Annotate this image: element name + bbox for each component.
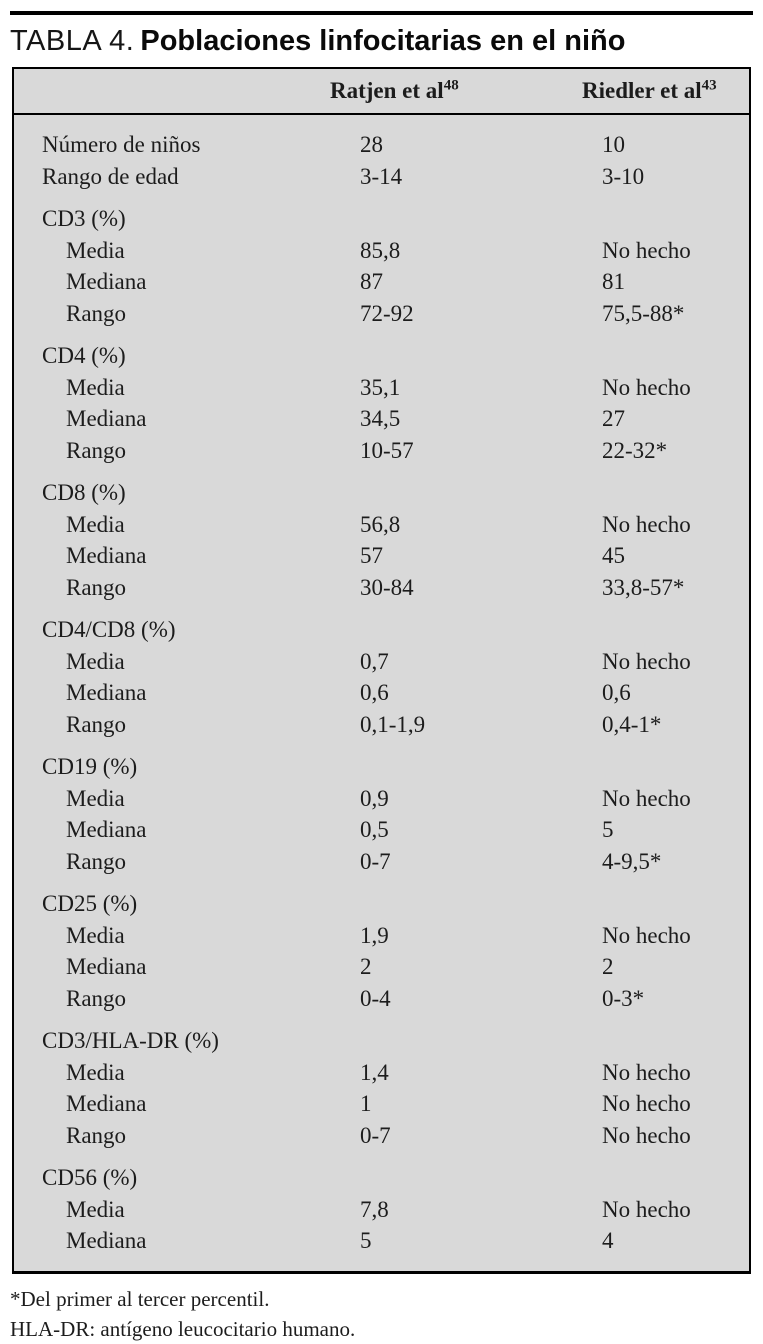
- riedler-value: 0,6: [602, 680, 631, 705]
- riedler-value: No hecho: [602, 237, 691, 263]
- row-label: Media: [66, 648, 125, 674]
- riedler-value: 4-9,5*: [602, 848, 662, 874]
- lymphocyte-table: [12, 67, 751, 1274]
- riedler-value: 2: [602, 954, 614, 979]
- row-label: Media: [66, 511, 125, 537]
- table-row: [14, 403, 749, 435]
- riedler-value: 0-3*: [602, 985, 645, 1011]
- row-label: Mediana: [66, 680, 147, 705]
- row-label: Mediana: [66, 406, 147, 431]
- row-label: CD25 (%): [42, 891, 138, 916]
- table-row: [14, 266, 749, 298]
- riedler-value: No hecho: [602, 922, 691, 948]
- ratjen-value: [360, 203, 602, 235]
- ratjen-value: 7,8: [360, 1196, 389, 1222]
- riedler-value: 0,4-1*: [602, 711, 662, 737]
- header-ratjen-reference: 48: [443, 77, 459, 94]
- row-label: Rango: [66, 848, 127, 874]
- table-row: [14, 783, 749, 815]
- ratjen-value: [360, 888, 602, 920]
- riedler-value: 10: [602, 132, 625, 157]
- ratjen-value: 57: [360, 543, 383, 568]
- table-row: [14, 372, 749, 404]
- table-row: [14, 709, 749, 741]
- header-riedler: [582, 78, 729, 104]
- row-label: Media: [66, 237, 125, 263]
- table-row: [14, 846, 749, 878]
- riedler-value: [602, 340, 749, 372]
- ratjen-value: 2: [360, 954, 372, 979]
- section-row: [14, 614, 749, 646]
- section-row: [14, 477, 749, 509]
- row-label: Mediana: [66, 1228, 147, 1253]
- riedler-value: 27: [602, 406, 625, 431]
- ratjen-value: [360, 614, 602, 646]
- riedler-value: [602, 751, 749, 783]
- ratjen-value: 1,4: [360, 1059, 389, 1085]
- ratjen-value: 0,1-1,9: [360, 711, 426, 737]
- table-row: [14, 1057, 749, 1089]
- row-label: Media: [66, 1196, 125, 1222]
- section-row: [14, 888, 749, 920]
- table-row: [14, 920, 749, 952]
- ratjen-value: [360, 1025, 602, 1057]
- footnote-percentile: *Del primer al tercer percentil.: [10, 1286, 270, 1311]
- riedler-value: No hecho: [602, 511, 691, 537]
- row-label: Rango: [66, 437, 127, 463]
- ratjen-value: 72-92: [360, 300, 414, 326]
- riedler-value: 81: [602, 269, 625, 294]
- row-label: Mediana: [66, 817, 147, 842]
- row-label: CD3 (%): [42, 206, 126, 231]
- table-row: [14, 161, 749, 193]
- row-label: Rango: [66, 711, 127, 737]
- section-row: [14, 1025, 749, 1057]
- table-row: [14, 572, 749, 604]
- riedler-value: 5: [602, 817, 614, 842]
- page: [0, 11, 763, 1344]
- riedler-value: 33,8-57*: [602, 574, 685, 600]
- row-label: Rango: [66, 1122, 127, 1148]
- table-title-label: TABLA 4.: [10, 25, 135, 57]
- table-title: [10, 24, 753, 58]
- ratjen-value: 0-4: [360, 985, 391, 1011]
- riedler-value: [602, 1025, 749, 1057]
- ratjen-value: 35,1: [360, 374, 401, 400]
- table-row: [14, 509, 749, 541]
- ratjen-value: 34,5: [360, 406, 401, 431]
- table-row: [14, 951, 749, 983]
- header-riedler-reference: 43: [701, 77, 717, 94]
- riedler-value: [602, 1162, 749, 1194]
- row-label: CD8 (%): [42, 480, 126, 505]
- row-label: CD3/HLA-DR (%): [42, 1028, 219, 1053]
- riedler-value: [602, 888, 749, 920]
- riedler-value: 22-32*: [602, 437, 668, 463]
- row-label: Rango de edad: [42, 163, 179, 189]
- riedler-value: 75,5-88*: [602, 300, 685, 326]
- ratjen-value: 0,9: [360, 785, 389, 811]
- row-label: Media: [66, 785, 125, 811]
- ratjen-value: [360, 1162, 602, 1194]
- table-row: [14, 1194, 749, 1226]
- riedler-value: [602, 477, 749, 509]
- riedler-value: No hecho: [602, 1059, 691, 1085]
- ratjen-value: 10-57: [360, 437, 414, 463]
- ratjen-value: 28: [360, 132, 383, 157]
- table-row: [14, 540, 749, 572]
- ratjen-value: 0-7: [360, 1122, 391, 1148]
- riedler-value: No hecho: [602, 1196, 691, 1222]
- ratjen-value: 1: [360, 1091, 372, 1116]
- table-row: [14, 298, 749, 330]
- row-label: CD4 (%): [42, 343, 126, 368]
- table-row: [14, 646, 749, 678]
- footnotes: [10, 1284, 753, 1344]
- riedler-value: No hecho: [602, 648, 691, 674]
- table-row: [14, 235, 749, 267]
- ratjen-value: [360, 340, 602, 372]
- row-label: CD4/CD8 (%): [42, 617, 176, 642]
- row-label: Mediana: [66, 543, 147, 568]
- row-label: Mediana: [66, 269, 147, 294]
- riedler-value: [602, 203, 749, 235]
- table-row: [14, 1120, 749, 1152]
- riedler-value: 4: [602, 1228, 614, 1253]
- ratjen-value: [360, 477, 602, 509]
- ratjen-value: 30-84: [360, 574, 414, 600]
- row-label: Mediana: [66, 954, 147, 979]
- ratjen-value: 56,8: [360, 511, 401, 537]
- row-label: Mediana: [66, 1091, 147, 1116]
- ratjen-value: 5: [360, 1228, 372, 1253]
- section-row: [14, 340, 749, 372]
- row-label: Rango: [66, 985, 127, 1011]
- header-riedler-name: Riedler et al: [582, 78, 702, 103]
- table-header-row: [14, 69, 749, 115]
- table-row: [14, 983, 749, 1015]
- header-ratjen-name: Ratjen et al: [330, 78, 444, 103]
- ratjen-value: 1,9: [360, 922, 389, 948]
- table-row: [14, 814, 749, 846]
- ratjen-value: 0,6: [360, 680, 389, 705]
- top-rule: [10, 11, 753, 15]
- ratjen-value: 87: [360, 269, 383, 294]
- table-row: [14, 435, 749, 467]
- ratjen-value: 0,7: [360, 648, 389, 674]
- table-row: [14, 129, 749, 161]
- row-label: CD56 (%): [42, 1165, 138, 1190]
- table-row: [14, 677, 749, 709]
- riedler-value: No hecho: [602, 1091, 691, 1116]
- row-label: Media: [66, 374, 125, 400]
- table-row: [14, 1225, 749, 1257]
- section-row: [14, 203, 749, 235]
- row-label: Número de niños: [42, 132, 201, 157]
- ratjen-value: 0-7: [360, 848, 391, 874]
- row-label: Rango: [66, 300, 127, 326]
- section-row: [14, 1162, 749, 1194]
- header-ratjen: [330, 78, 572, 104]
- ratjen-value: 85,8: [360, 237, 401, 263]
- table-title-text: Poblaciones linfocitarias en el niño: [140, 25, 626, 57]
- ratjen-value: 0,5: [360, 817, 389, 842]
- row-label: Media: [66, 1059, 125, 1085]
- row-label: CD19 (%): [42, 754, 138, 779]
- section-row: [14, 751, 749, 783]
- riedler-value: [602, 614, 749, 646]
- riedler-value: 45: [602, 543, 625, 568]
- riedler-value: No hecho: [602, 1122, 691, 1148]
- riedler-value: No hecho: [602, 785, 691, 811]
- ratjen-value: 3-14: [360, 163, 403, 189]
- table-body: [14, 115, 749, 1271]
- row-label: Media: [66, 922, 125, 948]
- riedler-value: No hecho: [602, 374, 691, 400]
- row-label: Rango: [66, 574, 127, 600]
- footnote-hla-dr: HLA-DR: antígeno leucocitario humano.: [10, 1316, 356, 1341]
- table-row: [14, 1088, 749, 1120]
- ratjen-value: [360, 751, 602, 783]
- riedler-value: 3-10: [602, 163, 645, 189]
